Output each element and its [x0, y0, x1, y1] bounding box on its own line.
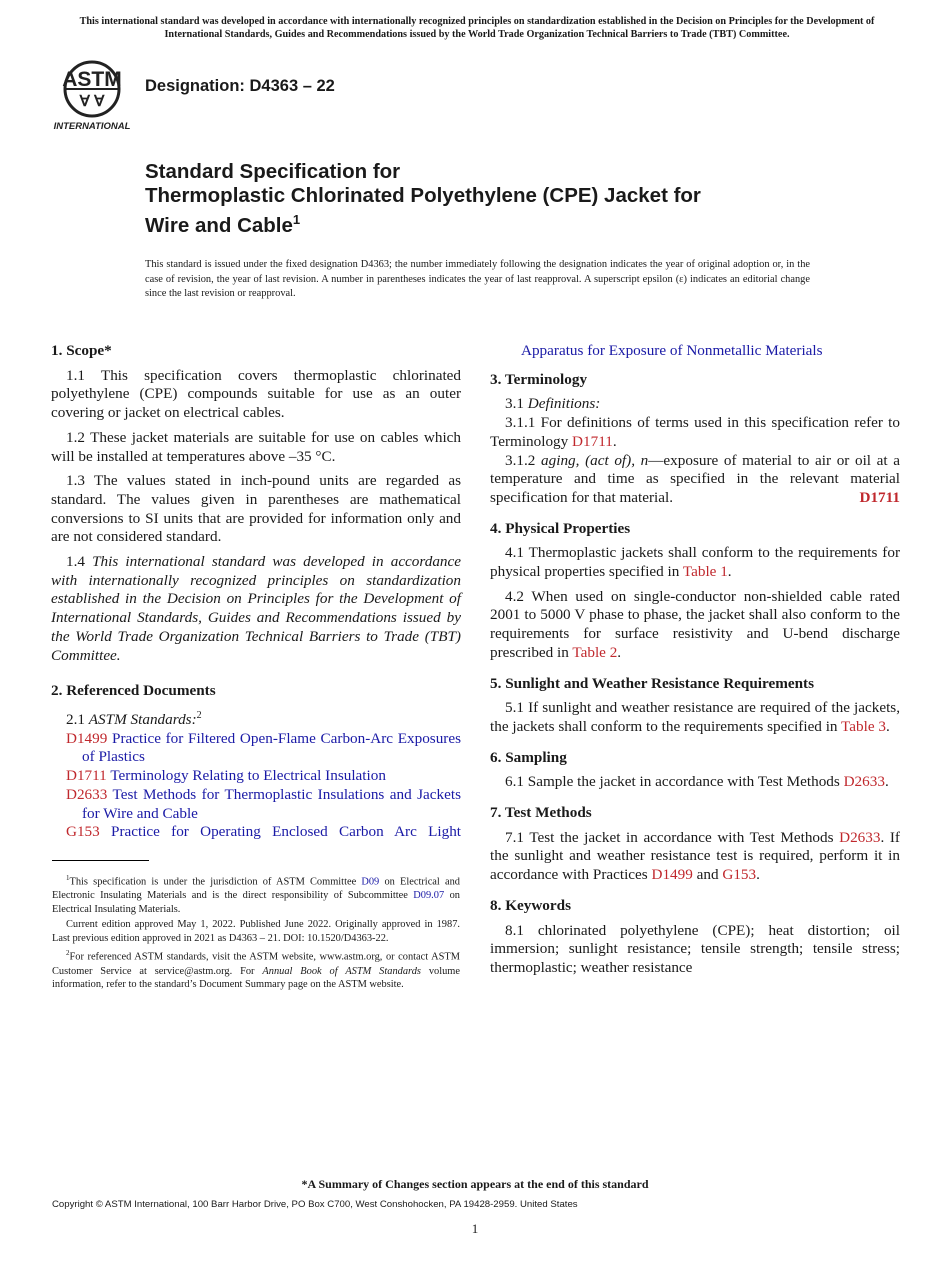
definition-term: aging, (act of), n: [541, 451, 649, 469]
paragraph-3-1-1: [490, 414, 900, 451]
paragraph-2-1-number: 2.1: [66, 711, 89, 729]
paragraph-6-1-text: 6.1 Sample the jacket in accordance with Test Methods: [505, 773, 844, 791]
reference-title[interactable]: Practice for Filtered Open-Flame Carbon-Arc Exposures of Plastics: [82, 729, 462, 766]
reference-link[interactable]: D1499: [651, 866, 693, 884]
title-line-3: Wire and Cable: [145, 213, 293, 237]
footnote-2-text-a: For referenced ASTM standards, visit the ASTM website, www.astm.org, or contact ASTM Customer Service at service@astm.org. For: [52, 951, 460, 977]
reference-code[interactable]: D1499: [66, 729, 108, 747]
page-number: 1: [471, 1221, 479, 1236]
section-heading-scope: 1. Scope*: [51, 342, 112, 359]
paragraph-2-1: [51, 707, 461, 730]
paragraph-7-1: [490, 829, 900, 885]
footnote-1-text-c: on Electrical Insulating Materials.: [52, 890, 460, 915]
logo-text: ASTM: [62, 68, 122, 91]
document-title: [145, 160, 845, 238]
paragraph-7-1-end: .: [756, 866, 760, 884]
footnote-2-italic: Annual Book of ASTM Standards: [262, 965, 421, 977]
paragraph-3-1-1-text: 3.1.1 For definitions of terms used in this specification refer to Terminology: [490, 414, 900, 450]
title-footnote-mark: 1: [292, 212, 301, 227]
section-heading-test-methods: 7. Test Methods: [490, 804, 592, 822]
footnote-1-edition: Current edition approved May 1, 2022. Published June 2022. Originally approved in 1987. Last previous edition approved in 2021 as D4363 – 21. DOI: 10.1520/D4363-22.: [52, 919, 460, 944]
paragraph-4-1: [490, 544, 900, 581]
paragraph-3-1-2-number: 3.1.2: [505, 451, 542, 469]
table-2-link[interactable]: Table 2: [572, 643, 618, 661]
paragraph-1-4-number: 1.4: [66, 553, 93, 571]
reference-item[interactable]: [51, 730, 461, 767]
reference-title[interactable]: Terminology Relating to Electrical Insulation: [110, 767, 386, 785]
top-notice: This international standard was developed in accordance with internationally recognized principles on standardization established in the Decision on Principles for the Development of International Standards, Guides and Recommendations issued by the World Trade Organization Technical Barriers to Trade (TBT) Committee.: [79, 16, 875, 40]
reference-title-continuation[interactable]: Apparatus for Exposure of Nonmetallic Materials: [521, 342, 823, 359]
paragraph-6-1: [490, 773, 900, 792]
reference-link[interactable]: D2633: [843, 773, 885, 791]
reference-item[interactable]: [51, 823, 461, 842]
paragraph-3-1-label: Definitions:: [527, 395, 601, 413]
reference-code[interactable]: D2633: [66, 785, 108, 803]
paragraph-5-1: [490, 699, 900, 736]
paragraph-7-1-text-b: . If the sunlight and weather resistance test is required, perform it in accordance with Practices: [490, 828, 900, 884]
copyright: Copyright © ASTM International, 100 Barr Harbor Drive, PO Box C700, West Conshohocken, PA 19428-2959. United States: [52, 1199, 578, 1210]
logo-subtext: INTERNATIONAL: [53, 121, 131, 132]
footnote-1-text-b: on Electrical and Electronic Insulating Materials and is the direct responsibility of Subcommittee: [52, 876, 460, 902]
designation: Designation: D4363 – 22: [145, 77, 335, 95]
reference-code[interactable]: G153: [66, 823, 100, 841]
summary-of-changes-note: *A Summary of Changes section appears at the end of this standard: [301, 1177, 649, 1191]
paragraph-5-1-end: .: [885, 717, 890, 735]
reference-link[interactable]: D2633: [839, 828, 881, 846]
paragraph-4-2-end: .: [617, 643, 622, 661]
svg-text:Ɐ Ɐ: Ɐ Ɐ: [79, 93, 105, 110]
paragraph-7-1-text-c: and: [692, 866, 723, 884]
paragraph-3-1-1-end: .: [612, 432, 617, 450]
subcommittee-link[interactable]: D09.07: [413, 890, 445, 902]
committee-link[interactable]: D09: [361, 876, 380, 888]
paragraph-7-1-text-a: 7.1 Test the jacket in accordance with Test Methods: [505, 828, 840, 846]
section-heading-referenced: 2. Referenced Documents: [51, 682, 216, 700]
paragraph-4-1-end: .: [727, 563, 732, 581]
table-1-link[interactable]: Table 1: [682, 563, 728, 581]
paragraph-3-1-2: [490, 452, 900, 508]
table-3-link[interactable]: Table 3: [841, 717, 886, 735]
paragraph-1-2: 1.2 These jacket materials are suitable for use on cables which will be installed at temperatures above –35 °C.: [51, 428, 461, 465]
definition-text: —exposure of material to air or oil at a temperature and time as specified in the relevant material specification for that material.: [490, 451, 901, 506]
footnote-2-mark: 2: [66, 949, 70, 958]
reference-link[interactable]: G153: [722, 866, 757, 884]
reference-title[interactable]: Practice for Operating Enclosed Carbon Arc Light: [111, 823, 462, 841]
paragraph-3-1-number: 3.1: [505, 395, 528, 413]
right-column: [490, 342, 900, 978]
issue-note: This standard is issued under the fixed designation D4363; the number immediately following the designation indicates the year of original adoption or, in the case of revision, the year of last revision. A number in parentheses indicates the year of last reapproval. A superscript epsilon (ε) indicates an editorial change since the last revision or reapproval.: [145, 259, 810, 299]
astm-logo: [52, 55, 134, 133]
paragraph-2-1-label: ASTM Standards:: [88, 711, 197, 729]
title-line-1: Standard Specification for: [145, 160, 401, 183]
paragraph-8-1: 8.1 chlorinated polyethylene (CPE); heat distortion; oil immersion; sunlight resistance; tensile strength; tensile stress; thermoplastic; weather resistance: [490, 921, 900, 976]
footnote-1-mark: 1: [66, 874, 70, 882]
section-heading-terminology: 3. Terminology: [490, 370, 588, 388]
section-heading-sampling: 6. Sampling: [490, 748, 567, 766]
footnote-2: [52, 947, 460, 991]
footnote-1: [52, 872, 460, 916]
paragraph-1-4: [51, 553, 461, 665]
paragraph-6-1-end: .: [884, 773, 889, 791]
footnote-1-text-a: This specification is under the jurisdiction of ASTM Committee: [69, 876, 362, 888]
paragraph-4-2: [490, 588, 900, 663]
reference-item[interactable]: [51, 767, 461, 786]
paragraph-4-1-text: 4.1 Thermoplastic jackets shall conform to the requirements for physical properties specified in: [490, 544, 900, 581]
section-heading-keywords: 8. Keywords: [490, 896, 571, 914]
reference-code[interactable]: D1711: [66, 767, 107, 785]
reference-item-continuation[interactable]: [490, 342, 900, 361]
paragraph-5-1-text: 5.1 If sunlight and weather resistance are required of the jackets, the jackets shall conform to the requirements specified in: [490, 699, 900, 735]
footnote-2-text-b: volume information, refer to the standard’s Document Summary page on the ASTM website.: [52, 965, 461, 991]
section-heading-sunlight: 5. Sunlight and Weather Resistance Requirements: [490, 674, 815, 692]
left-column: [51, 342, 461, 842]
reference-title[interactable]: Test Methods for Thermoplastic Insulations and Jackets for Wire and Cable: [82, 785, 461, 822]
paragraph-3-1: [490, 395, 900, 414]
definition-source-link[interactable]: D1711: [859, 488, 900, 506]
paragraph-4-2-text: 4.2 When used on single-conductor non-shielded cable rated 2001 to 5000 V phase to phase, the jacket shall also conform to the requirements for surface resistivity and U-bend discharge prescribed in: [490, 587, 900, 661]
paragraph-1-4-text: This international standard was developed in accordance with internationally recognized principles on standardization established in the Decision on Principles for the Development of International Standards, Guides and Recommendations issued by the World Trade Organization Technical Barriers to Trade (TBT) Committee.: [51, 553, 462, 664]
footnote-rule: [52, 860, 149, 861]
reference-link[interactable]: D1711: [572, 432, 613, 450]
title-line-2: Thermoplastic Chlorinated Polyethylene (CPE) Jacket for: [145, 184, 701, 207]
footnotes: [52, 872, 460, 994]
paragraph-1-1: 1.1 This specification covers thermoplastic chlorinated polyethylene (CPE) compounds suitable for use as an outer covering or jacket on electrical cables.: [51, 366, 461, 422]
reference-item[interactable]: [51, 786, 461, 823]
paragraph-1-3: 1.3 The values stated in inch-pound units are regarded as standard. The values given in parentheses are mathematical conversions to SI units that are provided for information only and are not considered standard.: [51, 472, 461, 546]
section-heading-physical: 4. Physical Properties: [490, 519, 631, 537]
footnote-mark-2: 2: [196, 709, 202, 721]
